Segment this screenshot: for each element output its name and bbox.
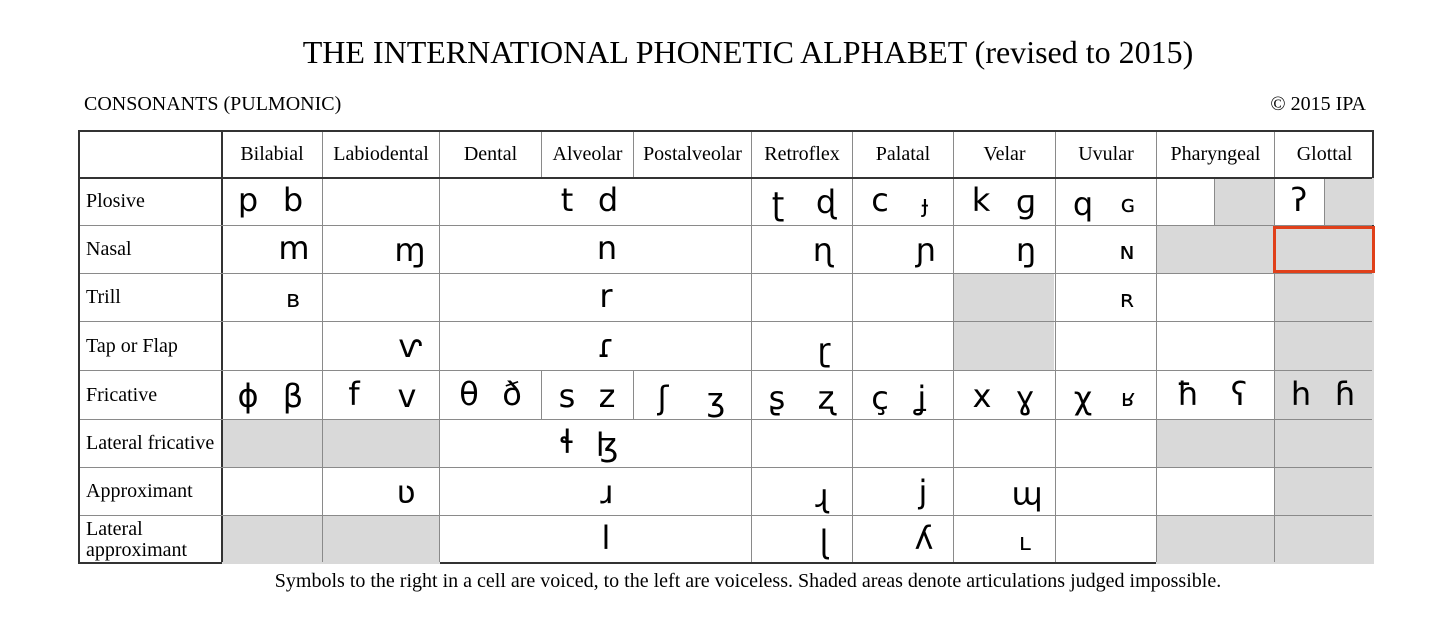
symbol-approximant-palatal: j — [918, 473, 928, 511]
row-header-fricative: Fricative — [86, 383, 158, 406]
symbol-lateral-fricative-alveolar-voiced: ɮ — [595, 426, 619, 464]
symbol-fricative-glottal-voiced: ɦ — [1334, 375, 1356, 413]
symbol-plosive-retroflex-voiceless: ʈ — [771, 185, 785, 223]
symbol-fricative-dental-voiced: ð — [502, 375, 522, 413]
symbol-fricative-alveolar-voiced: z — [598, 377, 616, 415]
ipa-consonant-table — [78, 130, 1374, 564]
symbol-plosive-alveolar-voiced: d — [597, 181, 619, 219]
column-header-postalveolar: Postalveolar — [643, 143, 742, 165]
symbol-fricative-postalveolar-voiced: ʒ — [706, 381, 726, 419]
symbol-approximant-retroflex: ɻ — [815, 477, 829, 515]
row-header-nasal: Nasal — [86, 238, 132, 260]
symbol-trill-uvular: ʀ — [1119, 285, 1135, 313]
symbol-lateral-approximant-alveolar: l — [601, 519, 611, 557]
symbol-plosive-bilabial-voiced: b — [282, 181, 304, 219]
symbol-fricative-glottal-voiceless: h — [1290, 375, 1312, 413]
column-header-bilabial: Bilabial — [240, 143, 304, 165]
symbol-fricative-retroflex-voiceless: ʂ — [768, 379, 786, 417]
row-header-approximant: Approximant — [86, 480, 193, 502]
column-header-pharyngeal: Pharyngeal — [1170, 143, 1261, 165]
symbol-fricative-palatal-voiced: ʝ — [917, 379, 927, 417]
symbol-fricative-labiodental-voiced: v — [397, 377, 417, 415]
row-header-lateral-fricative: Lateral fricative — [86, 432, 215, 454]
shade-plosive-pharyngeal-voiced — [1214, 178, 1274, 225]
symbol-lateral-approximant-retroflex: ɭ — [819, 523, 829, 561]
symbol-tap-alveolar: ɾ — [597, 327, 615, 365]
shade-lateral-approximant-bilabial — [222, 516, 440, 564]
symbol-trill-alveolar: r — [599, 277, 613, 315]
column-header-uvular: Uvular — [1078, 143, 1134, 165]
symbol-plosive-uvular-voiced: ɢ — [1120, 190, 1136, 218]
symbol-approximant-alveolar: ɹ — [600, 473, 614, 511]
symbol-plosive-palatal-voiced: ɟ — [921, 190, 929, 218]
symbol-fricative-velar-voiceless: x — [972, 377, 992, 415]
symbol-approximant-velar: ɰ — [1011, 475, 1043, 513]
row-header-plosive: Plosive — [86, 190, 145, 212]
page-title: THE INTERNATIONAL PHONETIC ALPHABET (revised to 2015) — [302, 34, 1194, 70]
symbol-plosive-uvular-voiceless: q — [1072, 185, 1094, 223]
footnote: Symbols to the right in a cell are voiced, to the left are voiceless. Shaded areas denote articulations judged impossible. — [274, 570, 1222, 592]
symbol-tap-retroflex: ɽ — [817, 331, 831, 369]
row-header-trill: Trill — [86, 286, 121, 308]
symbol-fricative-postalveolar-voiceless: ʃ — [657, 379, 669, 417]
shade-lateral-fricative-pharyngeal — [1156, 420, 1274, 468]
shade-trill-velar — [954, 274, 1054, 370]
symbol-lateral-fricative-alveolar-voiceless: ɬ — [559, 423, 575, 461]
symbol-plosive-velar-voiced: ɡ — [1015, 183, 1037, 221]
symbol-fricative-retroflex-voiced: ʐ — [817, 379, 835, 417]
symbol-trill-bilabial: ʙ — [286, 285, 300, 313]
copyright-notice: © 2015 IPA — [1270, 93, 1366, 115]
symbol-plosive-glottal-voiceless: ʔ — [1290, 181, 1308, 219]
column-header-velar: Velar — [983, 143, 1026, 165]
symbol-fricative-labiodental-voiceless: f — [348, 375, 360, 413]
section-label: CONSONANTS (PULMONIC) — [84, 93, 342, 115]
symbol-nasal-bilabial: m — [278, 229, 310, 267]
symbol-fricative-bilabial-voiced: β — [282, 377, 304, 415]
symbol-nasal-velar: ŋ — [1015, 231, 1037, 269]
shade-glottal-column — [1274, 226, 1374, 564]
symbol-plosive-palatal-voiceless: c — [871, 181, 889, 219]
symbol-lateral-approximant-velar: ʟ — [1018, 528, 1032, 556]
symbol-nasal-palatal: ɲ — [915, 231, 937, 269]
symbol-nasal-labiodental: ɱ — [394, 231, 426, 269]
symbol-fricative-pharyngeal-voiceless: ħ — [1176, 375, 1200, 413]
column-header-glottal: Glottal — [1296, 143, 1353, 165]
column-header-dental: Dental — [463, 143, 518, 165]
symbol-tap-labiodental: ⱱ — [398, 327, 422, 365]
symbol-fricative-uvular-voiced: ʁ — [1120, 384, 1136, 412]
symbol-fricative-pharyngeal-voiced: ʕ — [1230, 375, 1248, 413]
symbol-approximant-labiodental: ʋ — [396, 473, 416, 511]
symbol-nasal-uvular: ɴ — [1119, 237, 1135, 265]
shade-plosive-glottal-voiced — [1324, 178, 1374, 225]
symbol-plosive-bilabial-voiceless: p — [237, 181, 259, 219]
column-header-labiodental: Labiodental — [333, 143, 429, 165]
row-header-tap-or-flap: Tap or Flap — [86, 334, 178, 357]
symbol-fricative-velar-voiced: ɣ — [1015, 379, 1035, 417]
symbol-nasal-retroflex: ɳ — [812, 231, 834, 269]
symbol-fricative-alveolar-voiceless: s — [558, 377, 576, 415]
row-header-lateral-approximant: Lateral approximant — [86, 518, 188, 561]
symbol-plosive-retroflex-voiced: ɖ — [815, 183, 837, 221]
shade-nasal-pharyngeal — [1156, 226, 1274, 274]
column-header-palatal: Palatal — [875, 143, 931, 165]
column-header-alveolar: Alveolar — [552, 143, 623, 165]
symbol-plosive-alveolar-voiceless: t — [560, 181, 574, 219]
column-header-retroflex: Retroflex — [764, 143, 840, 165]
shade-lateral-approximant-pharyngeal — [1156, 516, 1274, 564]
symbol-lateral-approximant-palatal: ʎ — [914, 519, 934, 557]
symbol-fricative-palatal-voiceless: ç — [871, 379, 889, 417]
symbol-fricative-uvular-voiceless: χ — [1073, 379, 1093, 417]
shade-lateral-fricative-bilabial — [222, 420, 440, 468]
symbol-fricative-bilabial-voiceless: ɸ — [237, 377, 259, 415]
symbol-nasal-alveolar: n — [596, 229, 618, 267]
highlighted-cell-nasal-glottal[interactable] — [1273, 226, 1375, 273]
symbol-fricative-dental-voiceless: θ — [459, 375, 479, 413]
symbol-plosive-velar-voiceless: k — [971, 181, 991, 219]
